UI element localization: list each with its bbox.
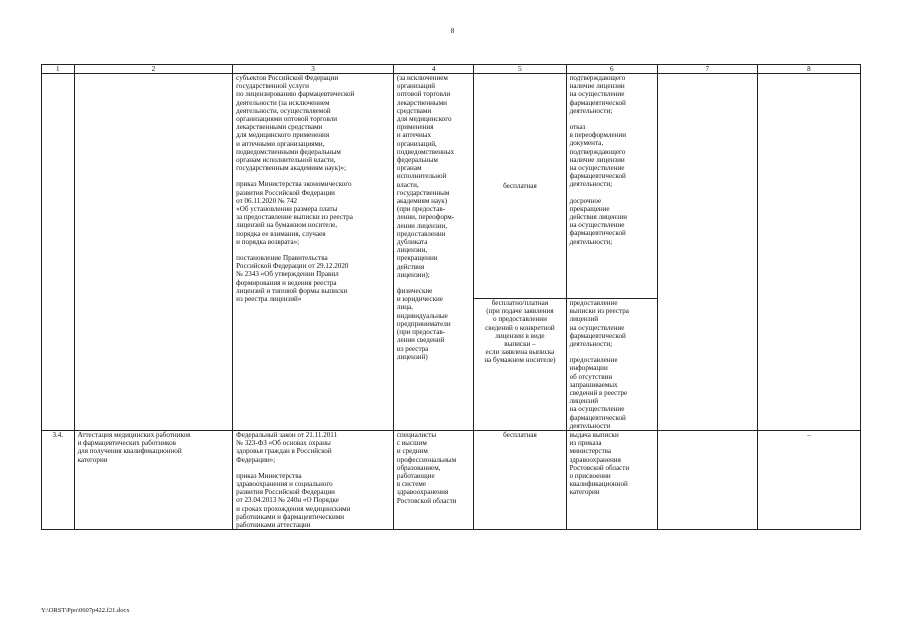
page-number: 8 — [450, 27, 455, 35]
legal-basis-paragraph: постановление Правительства Российской Федерации от 29.12.2020 № 2343 «Об утверждении Правил формирования и ведения реестра лицензий и типовой формы выписки из реестра лицензий» — [236, 254, 349, 304]
row-a-col1 — [42, 74, 75, 431]
legal-basis-paragraph: субъектов Российской Федерации государственной услуги по лицензированию фармацевтической деятельности (за исключением деятельности, осуществляемой организациями оптовой торговли лекарственными средствами для медицинского применения и аптечными организациями, подведомственными федеральным органам исполнительной власти, государственным академиям наук)»; — [236, 74, 355, 173]
row-b-recipients: специалисты с высшим и средним профессиональным образованием, работающие в системе здравоохранения Ростовской области — [393, 431, 473, 530]
row-a-col5-top — [474, 74, 566, 299]
result-paragraph: предоставление информации об отсутствии запрашиваемых сведений в реестре лицензий на осуществление фармацевтической деятельности — [569, 356, 628, 430]
row-a-col4 — [393, 74, 473, 431]
header-row — [42, 65, 861, 74]
file-path-footer: Y:\ORST\Ppo\0607p422.f21.docx — [41, 607, 130, 614]
header-col-1: 1 — [42, 65, 75, 74]
fee-label: бесплатная — [503, 181, 537, 190]
row-b-result: выдача выписки из приказа министерства здравоохранения Ростовской области о присвоении квалификационной категории — [566, 431, 657, 530]
row-b-col8: – — [757, 431, 860, 530]
row-a-col6-top — [566, 74, 657, 299]
header-col-5: 5 — [474, 65, 566, 74]
row-a-col7 — [657, 74, 757, 431]
header-col-8: 8 — [757, 65, 860, 74]
result-paragraph: предоставление выписки из реестра лицензий на осуществление фармацевтической деятельности; — [569, 299, 629, 349]
table-row — [42, 74, 861, 299]
row-a-col5-bottom: бесплатно/платная (при подаче заявления о предоставлении сведений о конкретной лицензии в виде выписки – если заявлена выписка на бумажном носителе) — [474, 299, 566, 431]
row-b-col7 — [657, 431, 757, 530]
legal-basis-paragraph: приказ Министерства здравоохранения и социального развития Российской Федерации от 23.04.2013 № 240н «О Порядке и сроках прохождения медицинскими работниками и фармацевтическими работниками аттестации — [236, 471, 351, 530]
header-col-7: 7 — [657, 65, 757, 74]
recipients-paragraph: физические и юридические лица, индивидуальные предприниматели (при предостав- лении сведений из реестра лицензий) — [396, 287, 451, 361]
row-a-col2 — [74, 74, 233, 431]
row-a-col3 — [233, 74, 394, 431]
result-paragraph: досрочное прекращение действия лицензии на осуществление фармацевтической деятельности; — [569, 196, 628, 246]
legal-basis-paragraph: приказ Министерства экономического развития Российской Федерации от 06.11.2020 № 742 «Об установлении размера платы за предоставление выписки из реестра лицензий на бумажном носителе, порядка ее взимания, случаев и порядка возврата»; — [236, 180, 353, 246]
legal-basis-paragraph: Федеральный закон от 21.11.2011 № 323-ФЗ «Об основах охраны здоровья граждан в Российской Федерации»; — [236, 431, 338, 464]
table-row — [42, 431, 861, 530]
row-b-service-name: Аттестация медицинских работников и фармацевтических работников для получения квалификационной категории — [74, 431, 233, 530]
row-b-fee: бесплатная — [474, 431, 566, 530]
row-a-col6-bottom — [566, 299, 657, 431]
header-col-4: 4 — [393, 65, 473, 74]
row-b-col3 — [233, 431, 394, 530]
header-col-3: 3 — [233, 65, 394, 74]
result-paragraph: отказ в переоформлении документа, подтверждающего наличие лицензии на осуществление фармацевтической деятельности; — [569, 123, 627, 189]
services-table — [41, 64, 861, 530]
recipients-paragraph: (за исключением организаций оптовой торговли лекарственными средствами для медицинского применения и аптечных организаций, подведомственных федеральным органам исполнительной власти, государственным академиям наук) (при предостав- лении, переоформ- лении лицензии, предоставлении дубликата лицензии, прекращении действия лицензии); — [396, 74, 455, 279]
header-col-6: 6 — [566, 65, 657, 74]
row-a-col8 — [757, 74, 860, 431]
row-b-number: 3.4. — [42, 431, 75, 530]
result-paragraph: подтверждающего наличие лицензии на осуществление фармацевтической деятельности; — [569, 74, 626, 115]
header-col-2: 2 — [74, 65, 233, 74]
